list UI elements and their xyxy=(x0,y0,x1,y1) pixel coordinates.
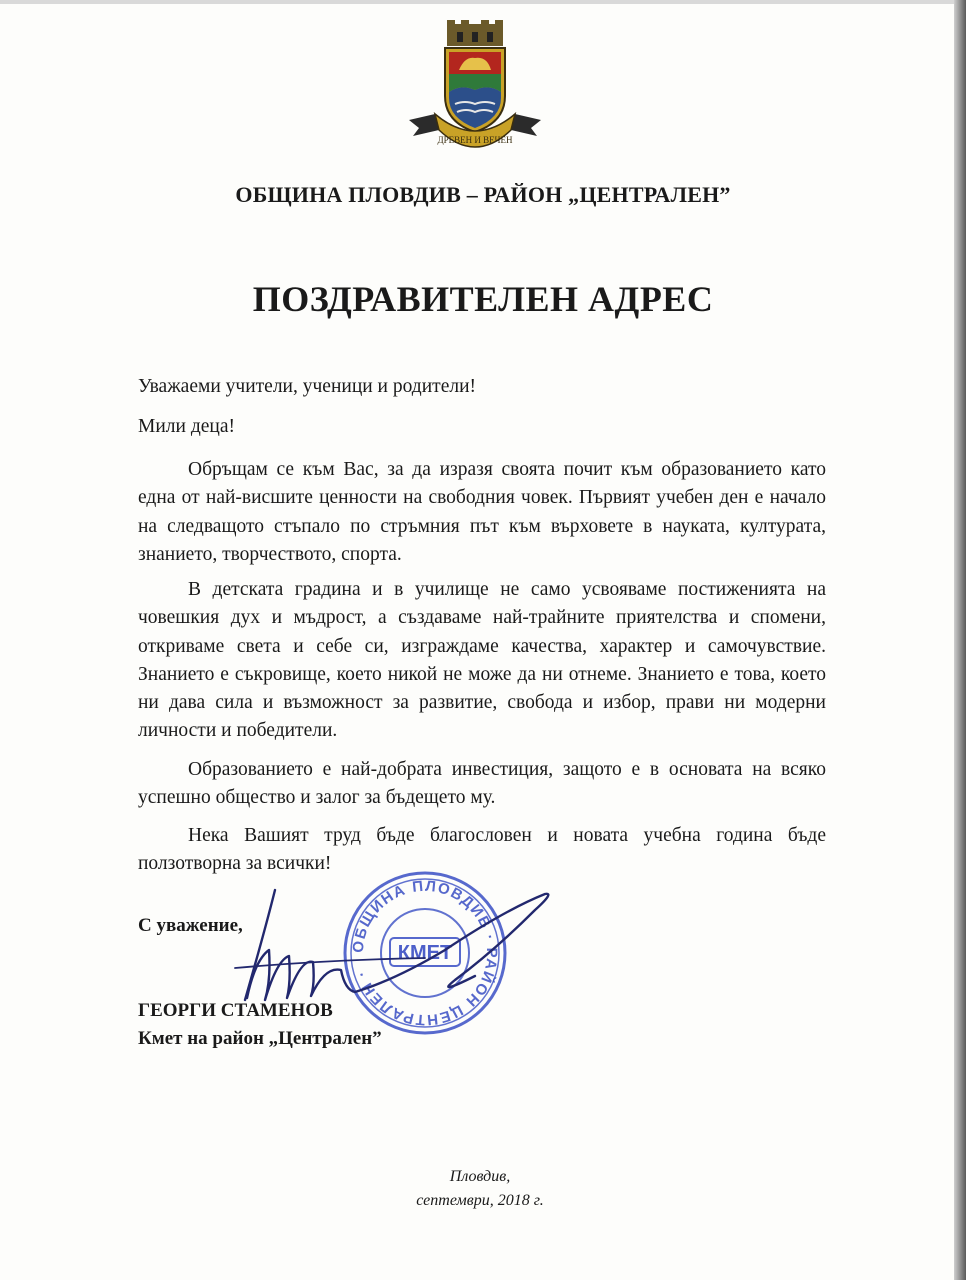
salutation-secondary: Мили деца! xyxy=(138,416,235,437)
signer-name: ГЕОРГИ СТАМЕНОВ xyxy=(138,1000,333,1021)
paragraph-4: Нека Вашият труд бъде благословен и новата учебна година бъде ползотворна за всички! xyxy=(138,825,826,875)
coat-of-arms-icon xyxy=(395,18,555,168)
paragraph-1: Обръщам се към Вас, за да изразя своята почит към образованието като една от най-висшите ценности на свободния човек. Първият учебен ден е начало на следващото стъпало по стръмния път към върховете в науката, културата, знанието, творчеството, спорта. xyxy=(138,459,826,565)
document-title: ПОЗДРАВИТЕЛЕН АДРЕС xyxy=(252,279,714,319)
signer-title: Кмет на район „Централен” xyxy=(138,1028,382,1049)
date: септември, 2018 г. xyxy=(416,1192,544,1209)
place: Пловдив, xyxy=(449,1168,511,1185)
salutation-primary: Уважаеми учители, ученици и родители! xyxy=(138,376,477,397)
svg-text:ОБЩИНА ПЛОВДИВ · РАЙОН ЦЕНТРАЛ: ОБЩИНА ПЛОВДИВ · РАЙОН ЦЕНТРАЛЕН · xyxy=(349,877,501,1029)
paragraph-3: Образованието е най-добрата инвестиция, защото е в основата на всяко успешно общество и залог за бъдещето му. xyxy=(138,759,826,809)
organization-name: ОБЩИНА ПЛОВДИВ – РАЙОН „ЦЕНТРАЛЕН” xyxy=(235,182,731,207)
svg-text:КМЕТ: КМЕТ xyxy=(397,942,453,964)
paragraph-2: В детската градина и в училище не само усвояваме постиженията на човешкия дух и мъдрост, а създаваме най-трайните приятелства и спомени, откриваме света и себе си, изграждаме качества, характер и самочувствие. Знанието е съкровище, което никой не може да ни отнеме. Знанието е това, което ни дава сила и възможност за развитие, свобода и избор, прави ни модерни личности и победители. xyxy=(138,579,826,742)
closing-phrase: С уважение, xyxy=(138,915,243,936)
scan-edge-top xyxy=(0,0,966,4)
svg-text:ДРЕВЕН И ВЕЧЕН: ДРЕВЕН И ВЕЧЕН xyxy=(437,135,513,145)
